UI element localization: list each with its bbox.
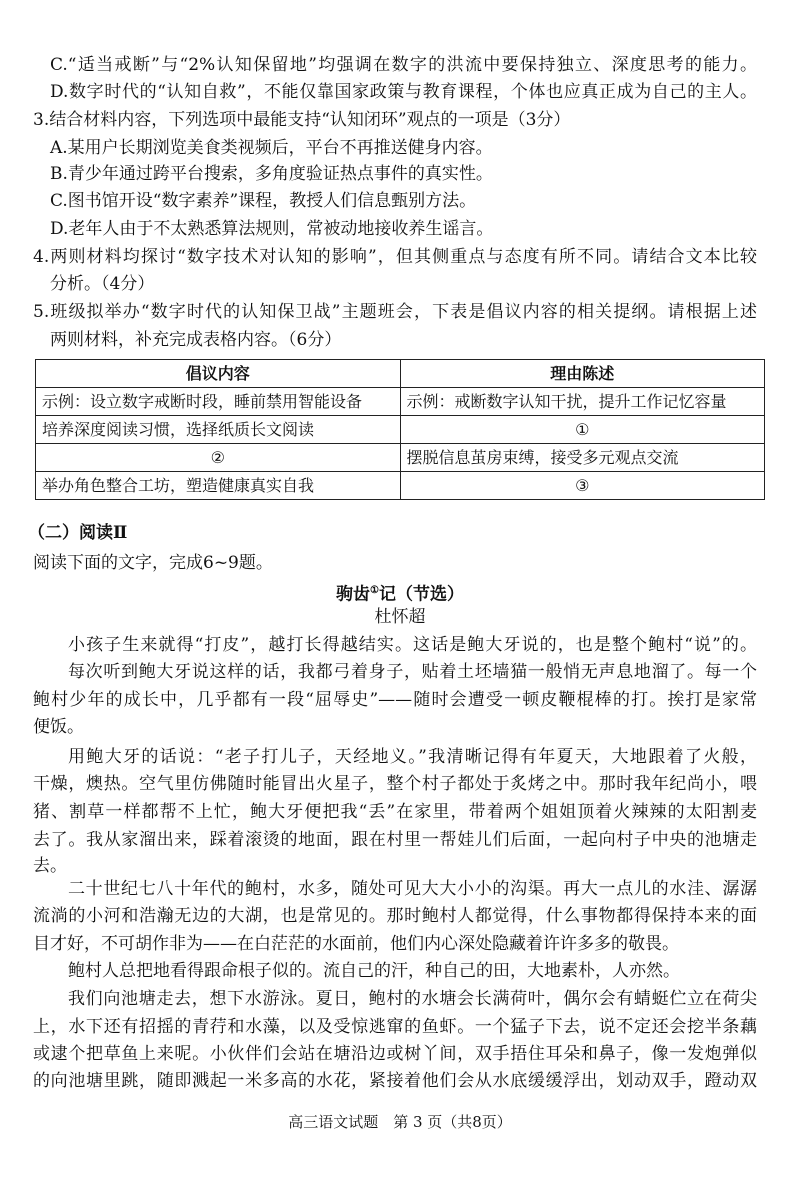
- author: 杜怀超: [374, 607, 426, 627]
- header-proposal: 倡议内容: [36, 360, 401, 388]
- instruction: 阅读下面的文字，完成6~9题。: [33, 553, 273, 573]
- table-row: [36, 388, 765, 416]
- table-row: [36, 416, 765, 444]
- title-text: 驹齿: [336, 584, 371, 605]
- table-row: [36, 444, 765, 472]
- paragraph-line: 流淌的小河和浩瀚无边的大湖，也是常见的。那时鲍村人都觉得，什么事物都得保持本来的面: [33, 906, 757, 926]
- footnote-mark: ①: [370, 585, 379, 596]
- paragraph-line: 目才好，不可胡作非为——在白茫茫的水面前，他们内心深处隐藏着许许多多的敬畏。: [33, 934, 679, 954]
- q3-option-d: D.老年人由于不太熟悉算法规则，常被动地接收养生谣言。: [50, 219, 494, 239]
- paragraph-line: 猪、割草一样都帮不上忙，鲍大牙便把我“丢”在家里，带着两个姐姐顶着火辣辣的太阳割麦: [33, 802, 757, 822]
- question-3-stem: 3.结合材料内容，下列选项中最能支持“认知闭环”观点的一项是（3分）: [33, 110, 571, 130]
- paragraph-line: 干燥，燠热。空气里仿佛随时能冒出火星子，整个村子都处于炙烤之中。那时我年纪尚小，喂: [33, 774, 757, 794]
- cell: 举办角色整合工坊，塑造健康真实自我: [36, 472, 401, 500]
- cell: 培养深度阅读习惯，选择纸质长文阅读: [36, 416, 401, 444]
- paragraph-line: 鲍村人总把地看得跟命根子似的。流自己的汗，种自己的田，大地素朴，人亦然。: [68, 961, 680, 981]
- paragraph-line: 的向池塘里跳，随即溅起一米多高的水花，紧接着他们会从水底缓缓浮出，划动双手，蹬动双: [33, 1071, 757, 1091]
- paragraph-line: 小孩子生来就得“打皮”，越打长得越结实。这话是鲍大牙说的，也是整个鲍村“说”的。: [68, 635, 757, 655]
- article-title: [0, 580, 800, 605]
- cell: 示例：设立数字戒断时段，睡前禁用智能设备: [36, 388, 401, 416]
- proposal-table: [35, 359, 765, 500]
- q3-option-b: B.青少年通过跨平台搜索，多角度验证热点事件的真实性。: [50, 164, 493, 184]
- paragraph-line: 我们向池塘走去，想下水游泳。夏日，鲍村的水塘会长满荷叶，偶尔会有蜻蜓伫立在荷尖: [68, 989, 757, 1009]
- paragraph-line: 每次听到鲍大牙说这样的话，我都弓着身子，贴着土坯墙猫一般悄无声息地溜了。每一个: [68, 662, 757, 682]
- paragraph-line: 上，水下还有招摇的青荇和水藻，以及受惊逃窜的鱼虾。一个猛子下去，说不定还会挖半条藕: [33, 1017, 757, 1037]
- option-c: C.“适当戒断”与“2%认知保留地”均强调在数字的洪流中要保持独立、深度思考的能力。: [50, 55, 757, 75]
- cell: 摆脱信息茧房束缚，接受多元观点交流: [400, 444, 765, 472]
- section-heading: （二）阅读Ⅱ: [28, 523, 128, 543]
- table-row: [36, 472, 765, 500]
- paragraph-line: 去。: [33, 856, 67, 876]
- paragraph-line: 鲍村少年的成长中，几乎都有一段“屈辱史”——随时会遭受一顿皮鞭棍棒的打。挨打是家常: [33, 690, 757, 710]
- table-header: [36, 360, 765, 388]
- header-reason: 理由陈述: [400, 360, 765, 388]
- title-text-rest: 记（节选）: [378, 584, 464, 605]
- cell: 示例：戒断数字认知干扰，提升工作记忆容量: [400, 388, 765, 416]
- option-d: D.数字时代的“认知自救”，不能仅靠国家政策与教育课程，个体也应真正成为自己的主人。: [50, 82, 757, 102]
- question-4-stem-cont: 分析。（4分）: [50, 274, 155, 294]
- blank-3: ③: [400, 472, 765, 500]
- question-5-stem: 5.班级拟举办“数字时代的认知保卫战”主题班会，下表是倡议内容的相关提纲。请根据上述: [33, 302, 757, 322]
- question-5-stem-cont: 两则材料，补充完成表格内容。（6分）: [50, 330, 342, 350]
- page-footer: 高三语文试题 第 3 页（共8页）: [288, 1113, 512, 1131]
- q3-option-c: C.图书馆开设“数字素养”课程，教授人们信息甄别方法。: [50, 191, 477, 211]
- question-4-stem: 4.两则材料均探讨“数字技术对认知的影响”，但其侧重点与态度有所不同。请结合文本比较: [33, 247, 757, 267]
- paragraph-line: 便饭。: [33, 717, 84, 737]
- blank-1: ①: [400, 416, 765, 444]
- blank-2: ②: [36, 444, 401, 472]
- paragraph-line: 去了。我从家溜出来，踩着滚烫的地面，跟在村里一帮娃儿们后面，一起向村子中央的池塘走: [33, 830, 757, 850]
- paragraph-line: 二十世纪七八十年代的鲍村，水多，随处可见大大小小的沟渠。再大一点儿的水洼、潺潺: [68, 879, 757, 899]
- paragraph-line: 或逮个把草鱼上来呢。小伙伴们会站在塘沿边或树丫间，双手捂住耳朵和鼻子，像一发炮弹似: [33, 1044, 757, 1064]
- q3-option-a: A.某用户长期浏览美食类视频后，平台不再推送健身内容。: [50, 138, 493, 158]
- paragraph-line: 用鲍大牙的话说：“老子打儿子，天经地义。”我清晰记得有年夏天，大地跟着了火般，: [68, 747, 757, 767]
